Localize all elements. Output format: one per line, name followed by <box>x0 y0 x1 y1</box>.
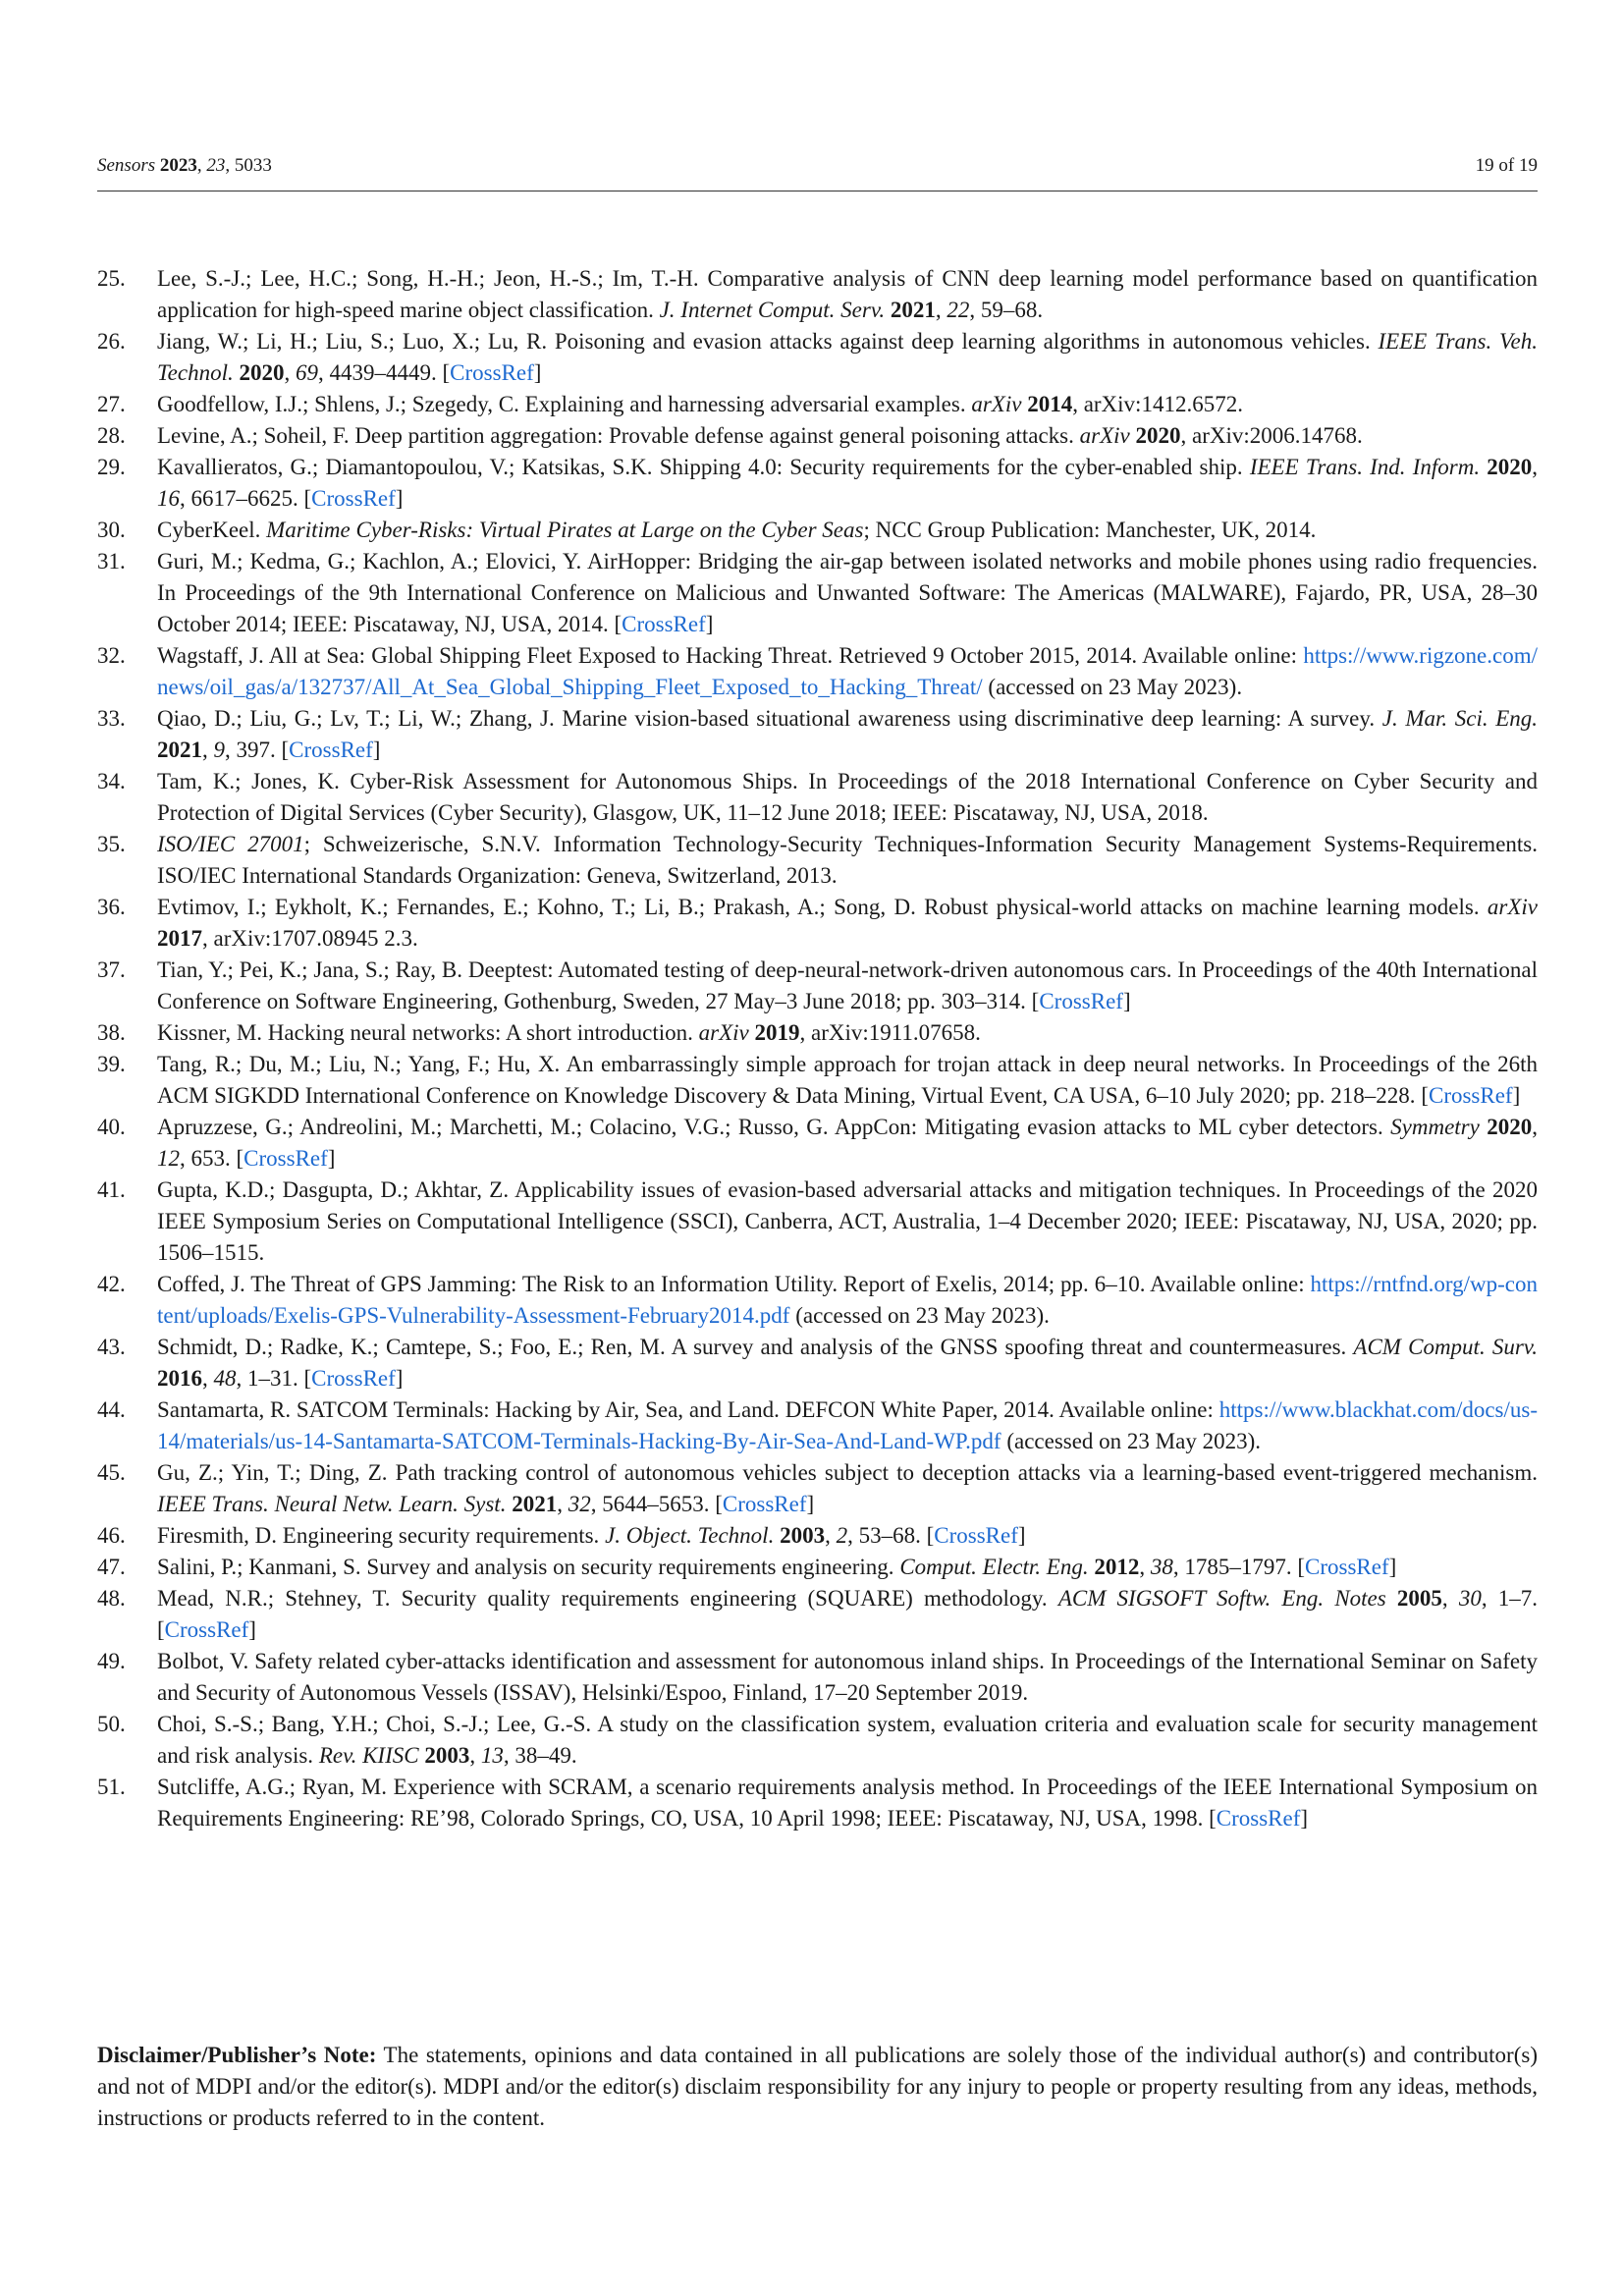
reference-text: Kavallieratos, G.; Diamantopoulou, V.; Katsikas, S.K. Shipping 4.0: Security requirements for the cyber-enabled ship. <box>157 455 1243 479</box>
reference-text: Gupta, K.D.; Dasgupta, D.; Akhtar, Z. Applicability issues of evasion-based adversarial attacks and mitigation techniques. In Proceedings of the 2020 IEEE Symposium Series on Computational Intelligence (SSCI), Canberra, ACT, Australia, 1–4 December 2020; IEEE: Piscataway, NJ, USA, 2020; pp. 1506–1515. <box>157 1177 1538 1265</box>
reference-number: 50. <box>97 1712 126 1736</box>
reference-url-link[interactable]: https://www.rigzone.com/news/oil_gas/a/132737/All_At_Sea_Global_Shipping_Fleet_Exposed_to_Hacking_Threat/ <box>157 643 1539 699</box>
reference-text: Coffed, J. The Threat of GPS Jamming: The Risk to an Information Utility. Report of Exelis, 2014; pp. 6–10. Available online: <box>157 1272 1305 1296</box>
reference-pages: 653. <box>190 1146 231 1171</box>
page-header <box>97 154 1538 178</box>
reference-text: Salini, P.; Kanmani, S. Survey and analysis on security requirements engineering. <box>157 1555 894 1579</box>
disclaimer-label: Disclaimer/Publisher’s Note: <box>97 2043 377 2067</box>
reference-pages: 38–49. <box>514 1743 577 1768</box>
reference-journal: arXiv <box>971 392 1022 416</box>
reference-item: 29. Kavallieratos, G.; Diamantopoulou, V.; Katsikas, S.K. Shipping 4.0: Security requirements for the cyber-enabled ship. IEEE Trans. Ind. Inform. 2020, 16, 6617–6625. [CrossRef] <box>97 452 1538 515</box>
reference-year: 2012 <box>1094 1555 1140 1579</box>
crossref-link[interactable]: CrossRef <box>289 738 373 762</box>
reference-item: 31. Guri, M.; Kedma, G.; Kachlon, A.; Elovici, Y. AirHopper: Bridging the air-gap between isolated networks and mobile phones using radio frequencies. In Proceedings of the 9th International Conference on Malicious and Unwanted Software: The Americas (MALWARE), Fajardo, PR, USA, 28–30 October 2014; IEEE: Piscataway, NJ, USA, 2014. [CrossRef] <box>97 546 1538 640</box>
reference-volume: 38 <box>1150 1555 1173 1579</box>
reference-volume: 48 <box>213 1366 237 1391</box>
reference-text: Kissner, M. Hacking neural networks: A short introduction. <box>157 1020 693 1045</box>
reference-text: Tang, R.; Du, M.; Liu, N.; Yang, F.; Hu, X. An embarrassingly simple approach for trojan attack in deep neural networks. In Proceedings of the 26th ACM SIGKDD International Conference on Knowledge Discovery & Data Mining, Virtual Event, CA USA, 6–10 July 2020; pp. 218–228. <box>157 1052 1538 1108</box>
reference-pages: ; NCC Group Publication: Manchester, UK, 2014. <box>863 518 1317 542</box>
reference-item: 27. Goodfellow, I.J.; Shlens, J.; Szegedy, C. Explaining and harnessing adversarial examples. arXiv 2014, arXiv:1412.6572. <box>97 389 1538 420</box>
reference-pages: ; Schweizerische, S.N.V. Information Technology-Security Techniques-Information Security Management Systems-Requirements. ISO/IEC International Standards Organization: Geneva, Switzerland, 2013. <box>157 832 1538 888</box>
reference-number: 26. <box>97 329 126 354</box>
reference-text: Apruzzese, G.; Andreolini, M.; Marchetti, M.; Colacino, V.G.; Russo, G. AppCon: Mitigating evasion attacks to ML cyber detectors. <box>157 1115 1383 1139</box>
reference-journal: J. Mar. Sci. Eng. <box>1381 706 1539 731</box>
reference-item: 45. Gu, Z.; Yin, T.; Ding, Z. Path tracking control of autonomous vehicles subject to deception attacks via a learning-based event-triggered mechanism. IEEE Trans. Neural Netw. Learn. Syst. 2021, 32, 5644–5653. [CrossRef] <box>97 1457 1538 1520</box>
reference-year: 2016 <box>157 1366 202 1391</box>
reference-volume: 22 <box>947 298 970 322</box>
reference-volume: 12 <box>157 1146 180 1171</box>
reference-number: 41. <box>97 1177 126 1202</box>
reference-volume: 9 <box>213 738 225 762</box>
crossref-link[interactable]: CrossRef <box>311 486 396 511</box>
reference-text: Levine, A.; Soheil, F. Deep partition aggregation: Provable defense against general poisoning attacks. <box>157 423 1074 448</box>
journal-year: 2023 <box>159 155 197 176</box>
reference-item: 36. Evtimov, I.; Eykholt, K.; Fernandes, E.; Kohno, T.; Li, B.; Prakash, A.; Song, D. Robust physical-world attacks on machine learning models. arXiv 2017, arXiv:1707.08945 2.3. <box>97 892 1538 955</box>
reference-access-date: (accessed on 23 May 2023). <box>988 675 1243 699</box>
reference-item: 39. Tang, R.; Du, M.; Liu, N.; Yang, F.; Hu, X. An embarrassingly simple approach for trojan attack in deep neural networks. In Proceedings of the 26th ACM SIGKDD International Conference on Knowledge Discovery & Data Mining, Virtual Event, CA USA, 6–10 July 2020; pp. 218–228. [CrossRef] <box>97 1049 1538 1112</box>
crossref-link[interactable]: CrossRef <box>1039 989 1123 1013</box>
reference-year: 2017 <box>157 926 202 951</box>
reference-text: Gu, Z.; Yin, T.; Ding, Z. Path tracking control of autonomous vehicles subject to deception attacks via a learning-based event-triggered mechanism. <box>157 1460 1538 1485</box>
reference-pages: 1–7. <box>1497 1586 1538 1611</box>
reference-year: 2005 <box>1396 1586 1442 1611</box>
reference-journal: Maritime Cyber-Risks: Virtual Pirates at Large on the Cyber Seas <box>266 518 864 542</box>
reference-item: 25. Lee, S.-J.; Lee, H.C.; Song, H.-H.; Jeon, H.-S.; Im, T.-H. Comparative analysis of CNN deep learning model performance based on quantification application for high-speed marine object classification. J. Internet Comput. Serv. 2021, 22, 59–68. <box>97 263 1538 326</box>
reference-item <box>97 1175 1538 1269</box>
reference-item: 37. Tian, Y.; Pei, K.; Jana, S.; Ray, B. Deeptest: Automated testing of deep-neural-network-driven autonomous cars. In Proceedings of the 40th International Conference on Software Engineering, Gothenburg, Sweden, 27 May–3 June 2018; pp. 303–314. [CrossRef] <box>97 955 1538 1017</box>
reference-number: 28. <box>97 423 126 448</box>
reference-text: Choi, S.-S.; Bang, Y.H.; Choi, S.-J.; Lee, G.-S. A study on the classification system, evaluation criteria and evaluation scale for security management and risk analysis. <box>157 1712 1538 1768</box>
reference-number: 51. <box>97 1775 126 1799</box>
reference-item: 48. Mead, N.R.; Stehney, T. Security quality requirements engineering (SQUARE) methodology. ACM SIGSOFT Softw. Eng. Notes 2005, 30, 1–7. [CrossRef] <box>97 1583 1538 1646</box>
reference-volume: 13 <box>480 1743 504 1768</box>
reference-text: Evtimov, I.; Eykholt, K.; Fernandes, E.; Kohno, T.; Li, B.; Prakash, A.; Song, D. Robust physical-world attacks on machine learning models. <box>157 895 1480 919</box>
reference-item <box>97 640 1538 703</box>
reference-number: 29. <box>97 455 126 479</box>
reference-access-date: (accessed on 23 May 2023). <box>795 1303 1050 1328</box>
reference-volume: 2 <box>836 1523 848 1548</box>
reference-item: 33. Qiao, D.; Liu, G.; Lv, T.; Li, W.; Zhang, J. Marine vision-based situational awareness using discriminative deep learning: A survey. J. Mar. Sci. Eng. 2021, 9, 397. [CrossRef] <box>97 703 1538 766</box>
reference-journal: arXiv <box>1079 423 1130 448</box>
reference-year: 2021 <box>512 1492 558 1516</box>
reference-number: 25. <box>97 266 126 291</box>
reference-year: 2021 <box>890 298 936 322</box>
reference-journal: J. Internet Comput. Serv. <box>659 298 886 322</box>
reference-journal: ACM Comput. Surv. <box>1353 1335 1539 1359</box>
reference-number: 31. <box>97 549 126 574</box>
reference-year: 2020 <box>239 360 285 385</box>
reference-journal: ACM SIGSOFT Softw. Eng. Notes <box>1057 1586 1386 1611</box>
reference-year: 2020 <box>1487 1115 1533 1139</box>
crossref-link[interactable]: CrossRef <box>1216 1806 1301 1831</box>
reference-number: 38. <box>97 1020 126 1045</box>
reference-journal: IEEE Trans. Veh. Technol. <box>157 329 1538 385</box>
reference-pages: 53–68. <box>858 1523 921 1548</box>
reference-year: 2020 <box>1135 423 1181 448</box>
reference-url-link[interactable]: https://rntfnd.org/wp-content/uploads/Exelis-GPS-Vulnerability-Assessment-February2014.pdf <box>157 1272 1538 1328</box>
journal-citation: Sensors 2023, 23, 5033 <box>97 155 272 176</box>
reference-text: Sutcliffe, A.G.; Ryan, M. Experience with SCRAM, a scenario requirements analysis method. In Proceedings of the IEEE International Symposium on Requirements Engineering: RE’98, Colorado Springs, CO, USA, 10 April 1998; IEEE: Piscataway, NJ, USA, 1998. <box>157 1775 1538 1831</box>
reference-number: 39. <box>97 1052 126 1076</box>
reference-text: Qiao, D.; Liu, G.; Lv, T.; Li, W.; Zhang, J. Marine vision-based situational awareness using discriminative deep learning: A survey. <box>157 706 1376 731</box>
reference-pages: 1785–1797. <box>1184 1555 1292 1579</box>
reference-item <box>97 829 1538 892</box>
reference-year: 2003 <box>424 1743 470 1768</box>
reference-item <box>97 766 1538 829</box>
reference-text: Jiang, W.; Li, H.; Liu, S.; Luo, X.; Lu, R. Poisoning and evasion attacks against deep learning algorithms in autonomous vehicles. <box>157 329 1371 354</box>
reference-text: Wagstaff, J. All at Sea: Global Shipping Fleet Exposed to Hacking Threat. Retrieved 9 October 2015, 2014. Available online: <box>157 643 1297 668</box>
reference-journal: Comput. Electr. Eng. <box>899 1555 1089 1579</box>
crossref-link[interactable]: CrossRef <box>1305 1555 1389 1579</box>
reference-journal: IEEE Trans. Neural Netw. Learn. Syst. <box>157 1492 507 1516</box>
reference-text: Bolbot, V. Safety related cyber-attacks identification and assessment for autonomous inland ships. In Proceedings of the International Seminar on Safety and Security of Autonomous Vessels (ISSAV), Helsinki/Espoo, Finland, 17–20 September 2019. <box>157 1649 1538 1705</box>
reference-item: 38. Kissner, M. Hacking neural networks: A short introduction. arXiv 2019, arXiv:1911.07658. <box>97 1017 1538 1049</box>
disclaimer-text: The statements, opinions and data contained in all publications are solely those of the individual author(s) and contributor(s) and not of MDPI and/or the editor(s). MDPI and/or the editor(s) disclaim responsibility for any injury to people or property resulting from any ideas, methods, instructions or products referred to in the content. <box>97 2043 1538 2130</box>
reference-url-link[interactable]: https://www.blackhat.com/docs/us-14/materials/us-14-Santamarta-SATCOM-Terminals-Hacking-By-Air-Sea-And-Land-WP.pdf <box>157 1397 1539 1453</box>
reference-item: 46. Firesmith, D. Engineering security requirements. J. Object. Technol. 2003, 2, 53–68. [CrossRef] <box>97 1520 1538 1552</box>
reference-pages: arXiv:1911.07658. <box>811 1020 981 1045</box>
reference-number: 49. <box>97 1649 126 1673</box>
reference-number: 27. <box>97 392 126 416</box>
reference-journal: Symmetry <box>1390 1115 1480 1139</box>
reference-pages: 5644–5653. <box>602 1492 710 1516</box>
reference-pages: 4439–4449. <box>329 360 437 385</box>
reference-item: 43. Schmidt, D.; Radke, K.; Camtepe, S.; Foo, E.; Ren, M. A survey and analysis of the GNSS spoofing threat and countermeasures. ACM Comput. Surv. 2016, 48, 1–31. [CrossRef] <box>97 1332 1538 1394</box>
journal-name: Sensors <box>97 155 156 176</box>
crossref-link[interactable]: CrossRef <box>450 360 534 385</box>
crossref-link[interactable]: CrossRef <box>1428 1083 1513 1108</box>
crossref-link[interactable]: CrossRef <box>243 1146 328 1171</box>
reference-text: Tian, Y.; Pei, K.; Jana, S.; Ray, B. Deeptest: Automated testing of deep-neural-network-driven autonomous cars. In Proceedings of the 40th International Conference on Software Engineering, Gothenburg, Sweden, 27 May–3 June 2018; pp. 303–314. <box>157 957 1538 1013</box>
reference-item <box>97 1646 1538 1709</box>
reference-year: 2014 <box>1027 392 1073 416</box>
reference-number: 35. <box>97 832 126 856</box>
disclaimer <box>97 2040 1538 2134</box>
reference-journal: ISO/IEC 27001 <box>157 832 304 856</box>
reference-number: 44. <box>97 1397 126 1422</box>
reference-journal: J. Object. Technol. <box>605 1523 775 1548</box>
reference-pages: 1–31. <box>247 1366 298 1391</box>
reference-journal: Rev. KIISC <box>318 1743 419 1768</box>
reference-pages: arXiv:1412.6572. <box>1083 392 1243 416</box>
crossref-link[interactable]: CrossRef <box>164 1617 249 1642</box>
reference-number: 30. <box>97 518 126 542</box>
reference-text: Tam, K.; Jones, K. Cyber-Risk Assessment for Autonomous Ships. In Proceedings of the 2018 International Conference on Cyber Security and Protection of Digital Services (Cyber Security), Glasgow, UK, 11–12 June 2018; IEEE: Piscataway, NJ, USA, 2018. <box>157 769 1538 825</box>
reference-text: Schmidt, D.; Radke, K.; Camtepe, S.; Foo, E.; Ren, M. A survey and analysis of the GNSS spoofing threat and countermeasures. <box>157 1335 1347 1359</box>
reference-text: CyberKeel. <box>157 518 261 542</box>
reference-number: 48. <box>97 1586 126 1611</box>
reference-journal: arXiv <box>698 1020 749 1045</box>
reference-volume: 30 <box>1458 1586 1482 1611</box>
reference-pages: 6617–6625. <box>190 486 298 511</box>
reference-item: 51. Sutcliffe, A.G.; Ryan, M. Experience with SCRAM, a scenario requirements analysis method. In Proceedings of the IEEE International Symposium on Requirements Engineering: RE’98, Colorado Springs, CO, USA, 10 April 1998; IEEE: Piscataway, NJ, USA, 1998. [CrossRef] <box>97 1772 1538 1834</box>
reference-text: Firesmith, D. Engineering security requirements. <box>157 1523 600 1548</box>
reference-pages: 397. <box>236 738 276 762</box>
reference-year: 2019 <box>754 1020 800 1045</box>
reference-year: 2003 <box>780 1523 826 1548</box>
reference-number: 33. <box>97 706 126 731</box>
reference-volume: 32 <box>568 1492 591 1516</box>
reference-item <box>97 515 1538 546</box>
reference-item: 47. Salini, P.; Kanmani, S. Survey and analysis on security requirements engineering. Comput. Electr. Eng. 2012, 38, 1785–1797. [CrossRef] <box>97 1552 1538 1583</box>
crossref-link[interactable]: CrossRef <box>622 612 706 636</box>
reference-number: 34. <box>97 769 126 793</box>
reference-text: Mead, N.R.; Stehney, T. Security quality requirements engineering (SQUARE) methodology. <box>157 1586 1048 1611</box>
reference-journal: IEEE Trans. Ind. Inform. <box>1249 455 1481 479</box>
reference-number: 37. <box>97 957 126 982</box>
reference-number: 36. <box>97 895 126 919</box>
reference-text: Santamarta, R. SATCOM Terminals: Hacking by Air, Sea, and Land. DEFCON White Paper, 2014. Available online: <box>157 1397 1214 1422</box>
reference-number: 42. <box>97 1272 126 1296</box>
article-number: 5033 <box>234 155 272 176</box>
reference-pages: arXiv:1707.08945 2.3. <box>213 926 418 951</box>
reference-journal: arXiv <box>1487 895 1539 919</box>
reference-number: 40. <box>97 1115 126 1139</box>
reference-list <box>97 263 1538 1834</box>
reference-number: 46. <box>97 1523 126 1548</box>
crossref-link[interactable]: CrossRef <box>722 1492 807 1516</box>
reference-number: 43. <box>97 1335 126 1359</box>
reference-volume: 69 <box>296 360 318 385</box>
journal-volume: 23 <box>206 155 226 176</box>
reference-item: 26. Jiang, W.; Li, H.; Liu, S.; Luo, X.; Lu, R. Poisoning and evasion attacks against deep learning algorithms in autonomous vehicles. IEEE Trans. Veh. Technol. 2020, 69, 4439–4449. [CrossRef] <box>97 326 1538 389</box>
reference-item: 28. Levine, A.; Soheil, F. Deep partition aggregation: Provable defense against general poisoning attacks. arXiv 2020, arXiv:2006.14768. <box>97 420 1538 452</box>
crossref-link[interactable]: CrossRef <box>311 1366 396 1391</box>
reference-text: Guri, M.; Kedma, G.; Kachlon, A.; Elovici, Y. AirHopper: Bridging the air-gap between isolated networks and mobile phones using radio frequencies. In Proceedings of the 9th International Conference on Malicious and Unwanted Software: The Americas (MALWARE), Fajardo, PR, USA, 28–30 October 2014; IEEE: Piscataway, NJ, USA, 2014. <box>157 549 1538 636</box>
reference-number: 47. <box>97 1555 126 1579</box>
reference-year: 2020 <box>1487 455 1533 479</box>
reference-access-date: (accessed on 23 May 2023). <box>1006 1429 1261 1453</box>
reference-pages: 59–68. <box>980 298 1044 322</box>
reference-item: 50. Choi, S.-S.; Bang, Y.H.; Choi, S.-J.; Lee, G.-S. A study on the classification system, evaluation criteria and evaluation scale for security management and risk analysis. Rev. KIISC 2003, 13, 38–49. <box>97 1709 1538 1772</box>
reference-item <box>97 1269 1538 1332</box>
reference-year: 2021 <box>157 738 202 762</box>
reference-text: Goodfellow, I.J.; Shlens, J.; Szegedy, C. Explaining and harnessing adversarial examples. <box>157 392 966 416</box>
reference-number: 45. <box>97 1460 126 1485</box>
reference-text: Lee, S.-J.; Lee, H.C.; Song, H.-H.; Jeon, H.-S.; Im, T.-H. Comparative analysis of CNN deep learning model performance based on quantification application for high-speed marine object classification. <box>157 266 1538 322</box>
reference-item <box>97 1394 1538 1457</box>
reference-pages: arXiv:2006.14768. <box>1192 423 1363 448</box>
page-number: 19 of 19 <box>1475 155 1538 176</box>
reference-number: 32. <box>97 643 126 668</box>
crossref-link[interactable]: CrossRef <box>934 1523 1018 1548</box>
reference-volume: 16 <box>157 486 180 511</box>
reference-item: 40. Apruzzese, G.; Andreolini, M.; Marchetti, M.; Colacino, V.G.; Russo, G. AppCon: Mitigating evasion attacks to ML cyber detectors. Symmetry 2020, 12, 653. [CrossRef] <box>97 1112 1538 1175</box>
